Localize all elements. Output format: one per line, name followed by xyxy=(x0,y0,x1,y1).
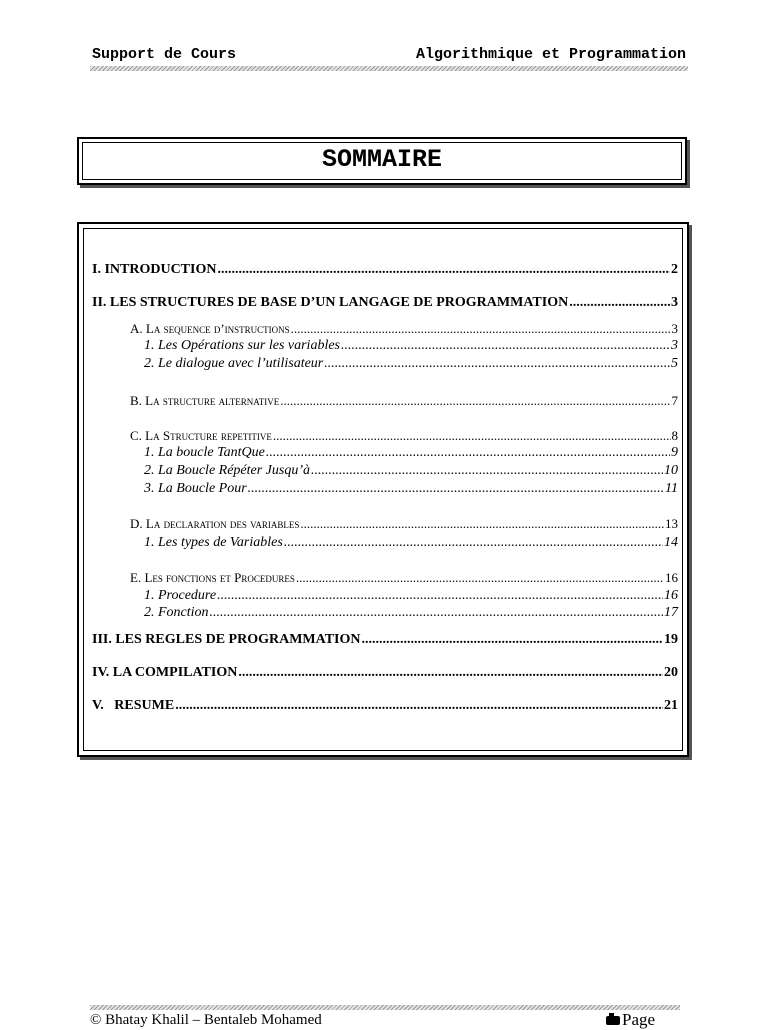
toc-page: 20 xyxy=(664,665,678,680)
toc-page: 16 xyxy=(664,588,678,603)
toc-label: A. La sequence d’instructions xyxy=(130,321,290,336)
toc-entry-procedure[interactable] xyxy=(144,587,678,605)
toc-leader xyxy=(175,697,663,715)
toc-entry-operations[interactable] xyxy=(144,337,678,355)
toc-label: 2. Le dialogue avec l’utilisateur xyxy=(144,356,324,371)
toc-label: B. La structure alternative xyxy=(130,393,280,408)
toc-label: II. LES STRUCTURES DE BASE D’UN LANGAGE DE PROGRAMMATION xyxy=(92,295,569,310)
toc-entry-tantque[interactable] xyxy=(144,444,678,462)
toc-label: 2. Fonction xyxy=(144,605,209,620)
toc-leader xyxy=(217,261,670,279)
toc-page: 3 xyxy=(671,338,678,353)
toc-leader xyxy=(291,320,671,338)
toc-entry-sequence[interactable] xyxy=(130,320,678,338)
page-header xyxy=(90,44,688,64)
toc-page: 14 xyxy=(664,535,678,550)
toc-page: 7 xyxy=(671,393,678,408)
footer-divider xyxy=(90,1005,680,1010)
toc-entry-dialogue[interactable] xyxy=(144,355,678,373)
toc-page: 2 xyxy=(671,262,678,277)
toc-label: D. La declaration des variables xyxy=(130,516,300,531)
toc-entry-structures[interactable] xyxy=(92,294,678,312)
toc-leader xyxy=(300,515,664,533)
toc-page: 19 xyxy=(664,632,678,647)
footer-page-label: Page xyxy=(622,1010,656,1029)
toc-leader xyxy=(248,480,664,498)
title-box xyxy=(77,137,687,185)
toc-entry-compilation[interactable] xyxy=(92,664,678,682)
header-left: Support de Cours xyxy=(92,46,237,63)
toc-label: 1. Les types de Variables xyxy=(144,535,283,550)
toc-entry-regles[interactable] xyxy=(92,631,678,649)
toc-page: 3 xyxy=(671,321,678,336)
toc-leader xyxy=(284,534,663,552)
toc-leader xyxy=(238,664,663,682)
toc-label: I. INTRODUCTION xyxy=(92,262,217,277)
toc-leader xyxy=(217,587,663,605)
toc-page: 13 xyxy=(665,516,678,531)
toc-entry-introduction[interactable] xyxy=(92,261,678,279)
toc-label: V. RESUME xyxy=(92,698,175,713)
toc-leader xyxy=(341,337,670,355)
toc-entry-repeter[interactable] xyxy=(144,462,678,480)
toc-page: 9 xyxy=(671,445,678,460)
toc-label: C. La Structure repetitive xyxy=(130,428,272,443)
footer-authors: © Bhatay Khalil – Bentaleb Mohamed xyxy=(90,1012,322,1028)
toc-entry-fonction[interactable] xyxy=(144,604,678,622)
camera-icon xyxy=(606,1016,620,1025)
toc-page: 5 xyxy=(671,356,678,371)
toc-label: III. LES REGLES DE PROGRAMMATION xyxy=(92,632,361,647)
toc-label: IV. LA COMPILATION xyxy=(92,665,238,680)
toc-label: 1. Les Opérations sur les variables xyxy=(144,338,340,353)
toc-page: 17 xyxy=(664,605,678,620)
page-title: SOMMAIRE xyxy=(321,145,443,174)
toc-label: 2. La Boucle Répéter Jusqu’à xyxy=(144,463,311,478)
header-right: Algorithmique et Programmation xyxy=(415,46,686,63)
toc-page: 8 xyxy=(671,428,678,443)
toc-leader xyxy=(210,604,663,622)
toc-page: 16 xyxy=(665,570,678,585)
toc-page: 11 xyxy=(665,481,678,496)
toc-entry-alternative[interactable] xyxy=(130,392,678,410)
toc-label: E. Les fonctions et Procedures xyxy=(130,570,295,585)
toc-entry-declaration[interactable] xyxy=(130,515,678,533)
toc-leader xyxy=(362,631,663,649)
toc-label: 3. La Boucle Pour xyxy=(144,481,247,496)
toc-entry-types[interactable] xyxy=(144,534,678,552)
toc-leader xyxy=(266,444,670,462)
toc-entry-fonctions[interactable] xyxy=(130,569,678,587)
toc-entry-repetitive[interactable] xyxy=(130,427,678,445)
toc-page: 3 xyxy=(671,295,678,310)
toc-label: 1. La boucle TantQue xyxy=(144,445,265,460)
toc-leader xyxy=(324,355,670,373)
toc-entry-pour[interactable] xyxy=(144,480,678,498)
toc-leader xyxy=(569,294,670,312)
toc-leader xyxy=(296,569,664,587)
toc-entry-resume[interactable] xyxy=(92,697,678,715)
toc-leader xyxy=(311,462,663,480)
footer-page xyxy=(606,1010,655,1030)
toc-page: 21 xyxy=(664,698,678,713)
header-divider xyxy=(90,66,688,71)
toc-leader xyxy=(273,427,671,445)
toc-label: 1. Procedure xyxy=(144,588,217,603)
toc-page: 10 xyxy=(664,463,678,478)
toc-leader xyxy=(280,392,670,410)
